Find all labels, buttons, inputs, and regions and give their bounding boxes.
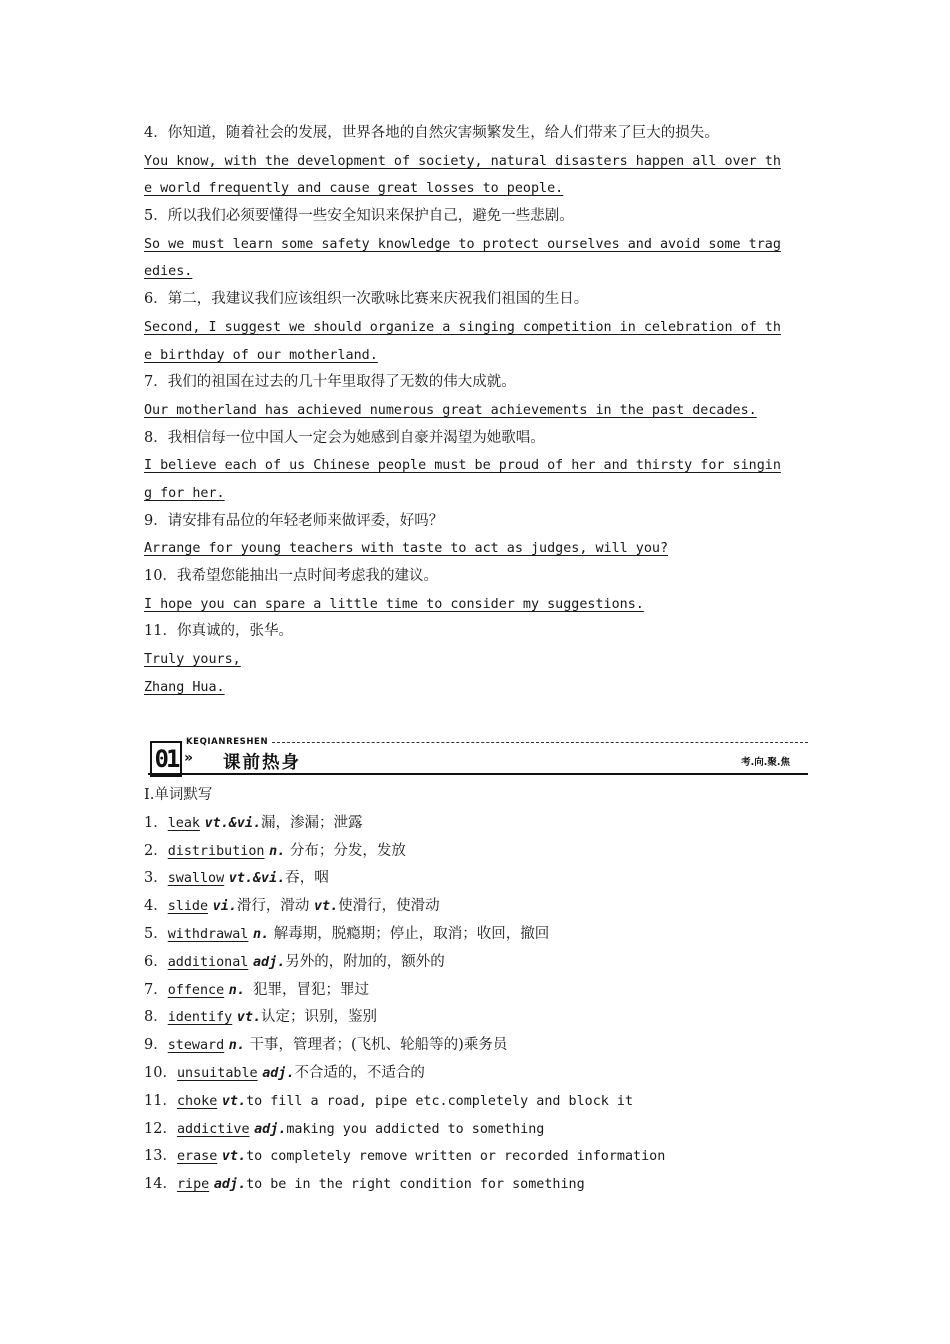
banner-rule <box>148 773 808 775</box>
answer-text: Our motherland has achieved numerous great achievements in the past decades. <box>144 402 757 418</box>
vocab-pos: n. <box>228 1038 245 1054</box>
banner-dashed-rule <box>272 742 808 743</box>
answer-text: So we must learn some safety knowledge to protect ourselves and avoid some trag <box>144 236 781 252</box>
vocab-definition: to be in the right condition for something <box>246 1177 585 1193</box>
vocab-item <box>144 1004 808 1032</box>
vocab-item <box>144 949 808 977</box>
section-number: 01 <box>150 741 182 777</box>
vocab-definition: 另外的，附加的，额外的 <box>285 953 445 970</box>
translation-answer-line <box>144 175 808 203</box>
vocab-definition: 分布；分发，发放 <box>285 842 406 859</box>
vocab-pos: vt. <box>313 899 339 915</box>
vocab-item <box>144 1116 808 1144</box>
translation-answer-line <box>144 258 808 286</box>
translation-prompt: 7．我们的祖国在过去的几十年里取得了无数的伟大成就。 <box>144 374 516 391</box>
vocab-number: 1． <box>144 814 168 831</box>
vocab-definition: 不合适的，不适合的 <box>294 1064 425 1081</box>
vocab-number: 10． <box>144 1064 177 1081</box>
vocab-number: 4． <box>144 898 168 915</box>
translation-answer-line <box>144 314 808 342</box>
vocab-word: identify <box>167 1010 233 1026</box>
vocab-pos: adj. <box>254 1121 287 1137</box>
vocab-pos: adj. <box>262 1065 295 1081</box>
vocab-definition: to fill a road, pipe etc.completely and block it <box>246 1093 634 1109</box>
vocab-number: 12． <box>144 1120 177 1137</box>
vocab-word: leak <box>167 815 200 831</box>
vocab-item <box>144 1060 808 1088</box>
vocab-item <box>144 1171 808 1199</box>
vocab-number: 3． <box>144 870 168 887</box>
vocab-definition: 吞，咽 <box>285 870 329 887</box>
answer-text: I hope you can spare a little time to consider my suggestions. <box>144 596 644 612</box>
vocab-pos: vt.&vi. <box>228 871 286 887</box>
vocab-word: ripe <box>176 1177 210 1193</box>
vocab-pos: vt.&vi. <box>204 815 262 831</box>
vocab-word: unsuitable <box>176 1065 258 1081</box>
section-title: 课前热身 <box>223 753 301 773</box>
vocab-pos: n. <box>269 843 286 859</box>
answer-text: g for her. <box>144 485 225 501</box>
answer-text: Zhang Hua. <box>144 679 225 695</box>
vocab-pos: vt. <box>236 1010 262 1026</box>
vocab-item <box>144 838 808 866</box>
vocab-item <box>144 810 808 838</box>
vocab-number: 8． <box>144 1009 168 1026</box>
vocab-pos: n. <box>252 926 270 942</box>
answer-text: Arrange for young teachers with taste to act as judges, will you? <box>144 541 669 557</box>
vocab-definition: 漏，渗漏；泄露 <box>261 814 363 831</box>
vocab-number: 6． <box>144 953 168 970</box>
answer-text: Second, I suggest we should organize a singing competition in celebration of th <box>144 319 781 335</box>
vocab-definition: 犯罪，冒犯；罪过 <box>252 981 369 998</box>
vocab-definition: 认定；识别，鉴别 <box>261 1009 378 1026</box>
vocab-word: addictive <box>176 1121 250 1137</box>
vocab-word: offence <box>167 982 225 998</box>
vocab-item <box>144 1088 808 1116</box>
vocab-word: distribution <box>167 843 265 859</box>
vocab-item <box>144 893 808 921</box>
vocab-number: 5． <box>144 925 168 942</box>
vocab-pos: n. <box>228 982 253 998</box>
translation-answer-line <box>144 397 808 425</box>
vocab-number: 2． <box>144 842 168 859</box>
vocab-definition: 滑行，滑动 <box>236 898 314 915</box>
translation-answer-line <box>144 535 808 563</box>
banner-kicker: KEQIANRESHEN <box>186 737 269 747</box>
vocab-number: 11． <box>144 1092 177 1109</box>
vocab-pos: adj. <box>252 954 286 970</box>
vocab-word: withdrawal <box>167 926 249 942</box>
translation-prompt: 9．请安排有品位的年轻老师来做评委，好吗？ <box>144 512 444 529</box>
vocab-word: additional <box>167 954 249 970</box>
translation-answer-line <box>144 480 808 508</box>
answer-text: e birthday of our motherland. <box>144 347 378 363</box>
translation-prompt: 5．所以我们必须要懂得一些安全知识来保护自己，避免一些悲剧。 <box>144 208 574 225</box>
translation-answer-line <box>144 342 808 370</box>
answer-text: e world frequently and cause great losses to people. <box>144 181 564 197</box>
vocab-number: 13． <box>144 1148 177 1165</box>
translation-prompt: 4．你知道，随着社会的发展，世界各地的自然灾害频繁发生，给人们带来了巨大的损失。 <box>144 125 719 141</box>
vocab-number: 7． <box>144 981 168 998</box>
vocab-word: swallow <box>167 871 225 887</box>
vocab-pos: vt. <box>221 1093 247 1109</box>
vocab-definition: to completely remove written or recorded information <box>246 1149 666 1165</box>
vocab-pos: vi. <box>212 899 237 915</box>
answer-text: edies. <box>144 264 193 280</box>
double-chevron-icon: » <box>184 750 194 766</box>
vocab-item <box>144 921 808 949</box>
vocab-definition: making you addicted to something <box>286 1121 545 1137</box>
vocab-word: erase <box>176 1149 218 1165</box>
translation-prompt: 11．你真诚的，张华。 <box>144 623 293 640</box>
vocab-number: 9． <box>144 1037 168 1054</box>
section-tag: 考.向.聚.焦 <box>741 757 790 768</box>
vocab-item <box>144 977 808 1005</box>
vocab-definition: 使滑行，使滑动 <box>338 898 440 915</box>
translation-prompt: 8．我相信每一位中国人一定会为她感到自豪并渴望为她歌唱。 <box>144 429 545 446</box>
vocab-definition: 干事，管理者；(飞机、轮船等的)乘务员 <box>244 1037 508 1054</box>
vocab-heading: Ⅰ.单词默写 <box>144 787 213 803</box>
translation-answer-line <box>144 452 808 480</box>
vocab-number: 14． <box>144 1176 177 1193</box>
translation-answer-line <box>144 674 808 702</box>
answer-text: I believe each of us Chinese people must be proud of her and thirsty for singin <box>144 458 781 474</box>
translation-answer-line <box>144 148 808 176</box>
answer-text: You know, with the development of society, natural disasters happen all over th <box>144 153 781 169</box>
translation-section <box>144 120 808 701</box>
translation-answer-line <box>144 591 808 619</box>
translation-answer-line <box>144 646 808 674</box>
vocab-definition: 解毒期，脱瘾期；停止，取消；收回，撤回 <box>269 925 550 942</box>
translation-answer-line <box>144 231 808 259</box>
vocab-word: choke <box>176 1093 218 1109</box>
vocab-item <box>144 1032 808 1060</box>
section-banner <box>148 737 808 775</box>
vocab-pos: vt. <box>221 1149 247 1165</box>
vocab-pos: adj. <box>213 1177 247 1193</box>
vocab-word: steward <box>167 1038 225 1054</box>
answer-text: Truly yours, <box>144 652 241 668</box>
vocab-item <box>144 1143 808 1171</box>
vocab-word: slide <box>167 899 209 915</box>
vocab-item <box>144 865 808 893</box>
translation-prompt: 6．第二，我建议我们应该组织一次歌咏比赛来庆祝我们祖国的生日。 <box>144 291 589 308</box>
translation-prompt: 10．我希望您能抽出一点时间考虑我的建议。 <box>144 568 438 584</box>
vocab-section <box>144 782 808 1199</box>
